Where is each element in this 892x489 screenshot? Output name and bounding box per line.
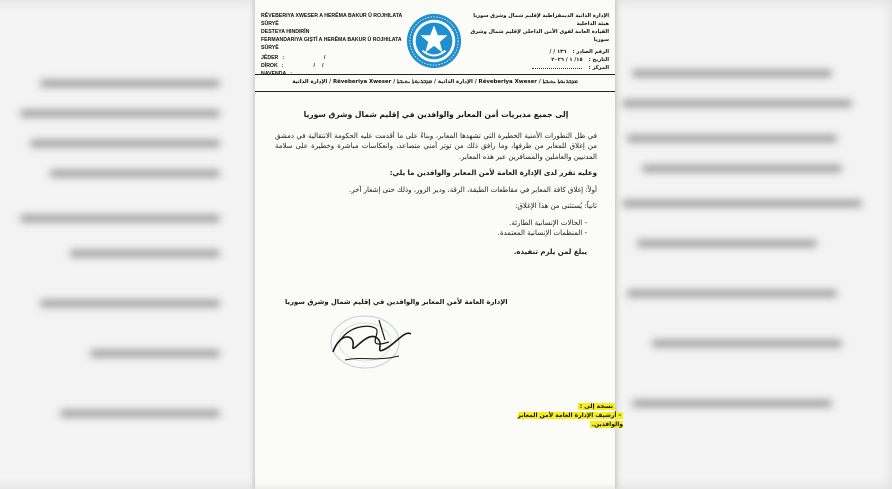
letter-second-point: ثانياً: يُستثنى من هذا الإغلاق: [515,202,597,210]
dirok-label: DÎROK [261,63,278,69]
jeder-value: / [324,55,326,61]
header-left [261,12,411,78]
header-right-line1: الإدارة الذاتية الديمقراطية لإقليم شمال وشرق سوريا [473,13,609,19]
letter-title: إلى جميع مديريات أمن المعابر والوافدين في إقليم شمال وشرق سوريا [303,110,569,119]
copy-to-item: - أرشيف الإدارة العامة لأمن المعابر والوافدين. [517,412,623,428]
date-label: التاريخ : [588,57,609,63]
number-label: الرقم الصادر : [572,49,609,55]
number-value: ١٣٦ / / [549,49,567,55]
letter-intro: في ظل التطورات الأمنية الخطيرة التي تشهدها المعابر، وبناءً على ما أقدمت عليه الحكومة الانتقالية في دمشق من إغلاق للمعابر من طرفها، وما رافق ذلك من توتر أمني متصاعد، وانعكاسات مباشرة وخطيرة على سلامة المدنيين والعاملين والمسافرين عبر هذه المعابر. [275,131,597,161]
date-value: ١٥/ ١ / ٢٠٢٦ [551,57,583,63]
signature-stamp [315,312,425,374]
header-right [459,12,609,72]
letter-closing: الإدارة العامة لأمن المعابر والوافدين في إقليم شمال وشرق سوريا [285,298,508,306]
multilingual-band: ܡܕܒܪܢܘܬܐ ܝܬܝܒܬܐ / Rêveberiya Xweser / الإدارة الذاتية / ܡܕܒܪܢܘܬܐ ܝܬܝܒܬܐ / Rêveberiya Xweser / الإدارة الذاتية [255,74,615,92]
dirok-value: / / [313,63,324,69]
letter-first-point: أولاً: إغلاق كافة المعابر في مقاطعات الطبقة، الرقة، ودير الزور، وذلك حتى إشعار آخر. [348,185,597,194]
blurred-right-panel [612,0,892,489]
header-left-line1: RÊVEBERIYA XWESER A HERÊMA BAKUR Û ROJHILATA SÛRYÊ [261,13,403,27]
letter-decision: وعليه تقرر لدى الإدارة العامة لأمن المعابر والوافدين ما يلي: [389,169,597,177]
header-left-line3: FERMANDARIYA GIŞTÎ A HERÊMA BAKUR Û ROJHILATA SÛRYÊ [261,37,402,51]
navenda-label: NAVENDA [261,71,287,77]
blurred-left-panel [0,0,260,489]
header-right-line3: القيادة العامة لقوى الأمن الداخلي لإقليم شمال وشرق سوريا [470,29,609,43]
exception-item: - الحالات الإنسانية الطارئة. [509,218,587,227]
letter-notify: يبلغ لمن يلزم تنفيذه. [513,247,587,256]
copy-to [491,402,623,429]
number-field [459,48,609,56]
dirok-field: DÎROK : / / [261,63,324,69]
jeder-field: JÊDER : / [261,55,326,61]
center-label: المركز : [588,65,609,71]
copy-to-label: نسخة إلى : [579,403,613,410]
navenda-field: NAVENDA : [261,70,411,78]
date-field [459,56,609,64]
header-right-line2: هيئة الداخلية [576,21,609,27]
internal-security-emblem-icon [405,12,463,70]
header-left-line2: DESTEYA HINDIRÎN [261,29,310,35]
center-field [459,64,609,72]
document-page [255,0,623,489]
letter-body [275,110,597,257]
exception-item: - المنظمات الإنسانية المعتمدة. [497,229,587,237]
jeder-label: JÊDER [261,55,279,61]
